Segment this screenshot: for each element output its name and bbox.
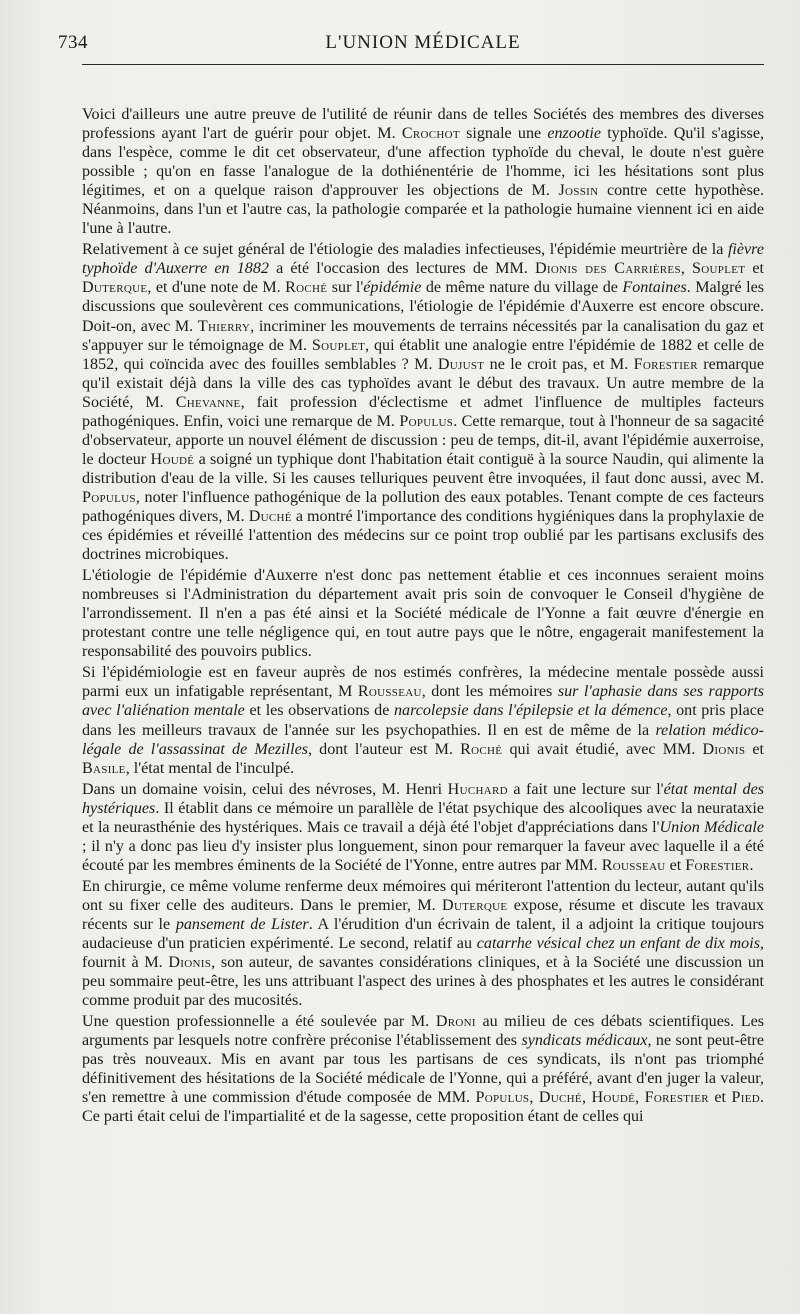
text-run: de même nature du village de [421,279,623,297]
text-run: , [680,260,693,278]
text-run: . Malgré les discussions que soulevèrent ces communications, l'étiologie de l'épidémie d'Auxerre est encore obscure. Doit-on, avec M. [82,279,765,335]
text-run: signale une [459,125,548,143]
text-run: Relativement à ce sujet général de l'étiologie des maladies infectieuses, l'épidémie meurtrière de la [82,241,728,259]
text-run: Si l'épidémiologie est en faveur auprès de nos estimés confrères, la médecine mentale possède aussi parmi eux un infatigable représentant, M [82,664,764,701]
author-name: Souplet [692,260,746,278]
text-run: ne le croit pas, et M. [484,355,634,373]
italic-title: catarrhe vésical chez un enfant de dix mois [476,935,760,953]
text-run: , et d'une note de M. [147,279,286,297]
italic-title: relation médico-légale de l'assassinat de Mezilles [82,721,764,758]
text-run: , noter l'influence pathogénique de la pollution des eaux potables. Tenant compte de ces facteurs pathogéniques divers, M. [82,488,764,525]
paragraph-3 [82,566,764,661]
author-name: Populus [399,412,454,430]
text-run: au milieu de ces débats scientifiques. Les arguments par lesquels notre confrère préconise l'établissement des [82,1013,765,1050]
author-name: Roché [460,740,503,758]
italic-title: pansement de Lister [175,915,309,933]
text-run: , [529,1089,539,1107]
text-run: et les observations de [244,702,394,720]
text-run: , dont les mémoires [421,683,558,701]
text-run: , [635,1089,645,1107]
author-name: Duterque [442,896,508,914]
author-name: Roché [285,279,328,297]
italic-title: fièvre typhoïde d'Auxerre en 1882 [82,241,764,278]
author-name: Pied [731,1089,760,1107]
author-name: Forestier [644,1089,709,1107]
author-name: Rousseau [357,683,422,701]
text-run: . A l'érudition d'un écrivain de talent, il a adjoint la critique toujours audacieuse d'un praticien expérimenté. Le second, relatif au [82,915,764,953]
text-run: expose, résume et discute les travaux récents sur le [82,896,764,933]
author-name: Thierry [197,317,251,335]
text-run: ; il n'y a donc pas lieu d'y insister plus longuement, sinon pour remarquer la faveur avec laquelle il a été écouté par les membres éminents de la Société de l'Yonne, entre autres par MM. [82,837,764,874]
text-run: a montré l'importance des conditions hygiéniques dans la prophylaxie de ces épidémies et réveillé l'attention des médecins sur ce point trop oublié par les partisans exclusifs des doctrines microbiques. [82,507,764,564]
running-header [58,30,764,65]
text-run: , l'état mental de l'inculpé. [125,759,295,777]
author-name: Duché [248,507,292,525]
author-name: Forestier [685,856,750,874]
italic-title: narcolepsie dans l'épilepsie et la démence [393,702,668,720]
text-run: qui avait étudié, avec MM. [502,740,703,758]
text-run: a fait une lecture sur l' [507,780,664,798]
text-run: . Cette remarque, tout à l'honneur de sa sagacité d'observateur, apporte un nouvel élément de discussion : peu de temps, dit-il, avant l'épidémie auxerroise, le docteur [82,412,764,468]
text-run: . Il établit dans ce mémoire un parallèle de l'état psychique des alcooliques avec la neurataxie et la neurasthénie des hystériques. Mais ce travail a déjà été l'objet d'appréciations dans l' [82,799,764,836]
paragraph-2 [82,240,764,564]
text-run: , ont pris place dans les meilleurs travaux de l'année sur les psychopathies. Il en est de même de la [82,702,765,739]
text-run: , qui établit une analogie entre l'épidémie de 1882 et celle de 1852, qui coïncida avec des fouilles semblables ? M. [82,336,764,373]
author-name: Chevanne [175,393,241,411]
author-name: Houdé [150,450,195,468]
text-run: . Ce parti était celui de l'impartialité et de la sagesse, cette proposition étant de celles qui [82,1089,764,1126]
text-run: En chirurgie, ce même volume renferme deux mémoires qui mériteront l'attention du lecteur, autant qu'ils ont su fixer celle des auditeurs. Dans le premier, M. [82,877,764,914]
paragraph-7 [82,1012,764,1126]
author-name: Jossin [558,182,599,200]
italic-title: Fontaines [622,279,687,297]
italic-title: syndicats médicaux [521,1032,648,1050]
paragraph-1 [82,105,764,238]
author-name: Dujust [437,355,485,373]
text-run: sur l' [327,279,364,297]
author-name: Dionis [702,740,746,758]
text-run: , incriminer les mouvements de terrains nécessités par la canalisation du gaz et s'appuyer sur le témoignage de M. [82,317,765,354]
text-run: et [745,260,765,278]
running-title: L'UNION MÉDICALE [325,32,521,53]
text-run: , fournit à M. [82,935,764,972]
author-name: Dionis [168,954,212,972]
author-name: Crochot [401,125,460,143]
text-run: a soigné un typhique dont l'habitation était contiguë à la source Naudin, qui alimente la distribution d'eau de la ville. Si les causes telluriques peuvent être invoquées, il faut donc aussi, avec M. [82,450,765,487]
italic-title: état mental des hystériques [82,780,764,817]
italic-title: Union Médicale [659,818,764,836]
page-number: 734 [58,32,88,53]
author-name: Basile [82,759,126,777]
author-name: Dionis des Carrières [534,260,681,278]
text-run: remarque qu'il existait déjà dans la ville des cas typhoïdes avant le début des travaux. Un autre membre de la Société, M. [82,355,764,411]
author-name: Duché [538,1089,582,1107]
author-name: Populus [82,488,136,506]
text-run: L'étiologie de l'épidémie d'Auxerre n'est donc pas nettement établie et ces inconnues seraient moins nombreuses si l'Administration du département avait pris soin de convoquer le Conseil d'hygiène de l'arrondissement. Il n'en a pas été ainsi et la Société médicale de l'Yonne a fait œuvre d'énergie en protestant contre une telle négligence qui, en tout autre pays que le nôtre, engagerait manifestement la responsabilité des pouvoirs publics. [82,567,764,661]
author-name: Forestier [633,355,698,373]
paragraph-5 [82,780,764,875]
text-run: , son auteur, de savantes considérations cliniques, et à la Société une discussion un peu sommaire peut-être, les uns attribuant l'aspect des urines à des phosphates et les autres le considérant comme produit par des mucosités. [82,954,764,1010]
text-run: et [745,740,765,758]
italic-title: enzootie [547,125,601,143]
text-run: et [708,1089,732,1107]
text-run: . [749,856,754,874]
text-run: , fait profession d'éclectisme et admet l'influence de multiples facteurs pathogéniques. Enfin, voici une remarque de M. [82,393,764,430]
author-name: Duterque [82,279,148,297]
text-run: Dans un domaine voisin, celui des névroses, M. Henri [82,780,448,798]
text-run: typhoïde. Qu'il s'agisse, dans l'espèce, comme le dit cet observateur, d'une affection typhoïde du cheval, le doute n'est guère possible ; qu'on en fasse l'analogue de la dothiénentérie de l'homme, ici les hésitations sont plus légitimes, et on a quelque raison d'approuver les objections de M. [82,125,764,200]
author-name: Populus [475,1089,530,1107]
text-run: et [665,856,686,874]
text-run: Une question professionnelle a été soulevée par M. [82,1013,436,1031]
paragraph-4 [82,663,764,777]
text-run: , ne sont peut-être pas très nouveaux. Mis en avant par tous les partisans de ces syndicats, ils n'ont pas triomphé définitivement des hésitations de la Société médicale de l'Yonne, qui a préféré, avant d'en juger la valeur, s'en remettre à une commission d'étude composée de MM. [82,1032,765,1107]
author-name: Rousseau [601,856,666,874]
article-body [82,105,764,1126]
author-name: Huchard [447,780,508,798]
paragraph-6 [82,877,764,1010]
author-name: Droni [435,1013,476,1031]
text-run: , dont l'auteur est M. [308,740,461,758]
italic-title: épidémie [363,279,422,297]
text-run: Voici d'ailleurs une autre preuve de l'utilité de réunir dans de telles Sociétés des membres des diverses professions ayant l'art de guérir pour objet. M. [82,106,764,143]
italic-title: sur l'aphasie dans ses rapports avec l'aliénation mentale [82,683,765,720]
text-run: contre cette hypothèse. Néanmoins, dans l'un et l'autre cas, la pathologie comparée et la pathologie humaine viennent ici en aide l'une à l'autre. [82,182,765,238]
author-name: Souplet [311,336,366,354]
text-run: a été l'occasion des lectures de MM. [268,260,535,278]
author-name: Houdé [591,1089,636,1107]
text-run: , [581,1089,592,1107]
